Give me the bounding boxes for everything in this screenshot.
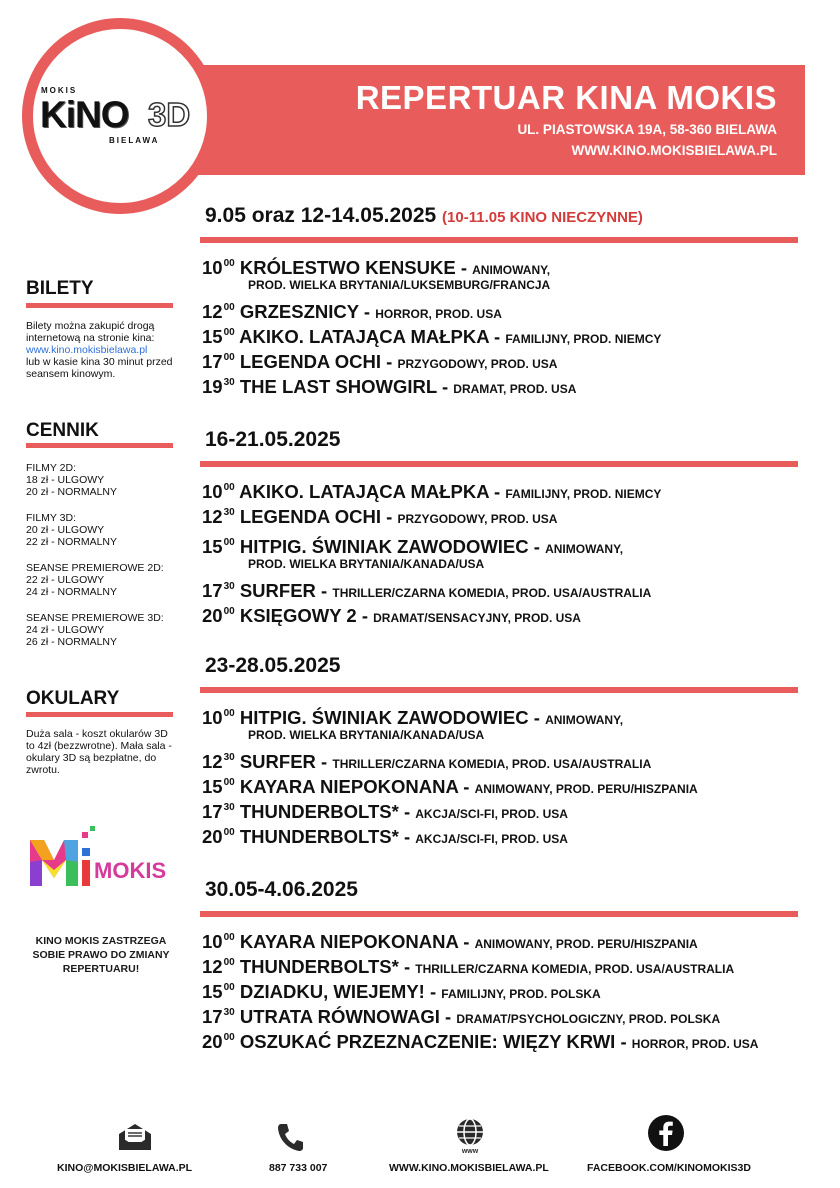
screening-row [202,1031,758,1053]
envelope-icon [117,1124,153,1150]
cennik-heading: CENNIK [26,420,99,441]
screening-genre: THRILLER/CZARNA KOMEDIA, PROD. USA/AUSTRALIA [332,757,652,771]
screening-title: KRÓLESTWO KENSUKE - [239,257,467,278]
screening-minute: 30 [223,752,235,763]
header-address: UL. PIASTOWSKA 19A, 58-360 BIELAWA [517,122,777,137]
period-heading: 9.05 oraz 12-14.05.2025 (10-11.05 KINO NIECZYNNE) [205,204,643,227]
screening-title: LEGENDA OCHI - [239,506,393,527]
screening-row [202,257,550,279]
screening-hour: 12 [202,956,223,977]
price-block-3d: FILMY 3D: 20 zł - ULGOWY 22 zł - NORMALNY [26,512,118,548]
screening-title: AKIKO. LATAJĄCA MAŁPKA - [239,326,501,347]
okulary-rule [26,712,173,717]
logo-kino-text: KiNO [40,94,129,135]
screening-hour: 20 [202,826,223,847]
bilety-text: Bilety można zakupić drogą internetową na stronie kina: www.kino.mokisbielawa.pl lub w kasie kina 30 minut przed seansem kinowym. [26,320,173,380]
logo-3d-text: 3D [148,96,191,133]
screening-genre: FAMILIJNY, PROD. POLSKA [441,987,601,1001]
screening-hour: 10 [202,931,223,952]
facebook-icon [647,1114,685,1152]
screening-row [202,351,557,373]
screening-row [202,776,698,798]
period-rule [200,911,798,917]
header-banner [140,65,805,175]
screening-hour: 19 [202,376,223,397]
header-website[interactable]: WWW.KINO.MOKISBIELAWA.PL [571,143,777,158]
price-block-premiere-3d: SEANSE PREMIEROWE 3D: 24 zł - ULGOWY 26 zł - NORMALNY [26,612,164,648]
screening-minute: 00 [223,258,235,269]
screening-hour: 15 [202,981,223,1002]
bilety-rule [26,303,173,308]
screening-hour: 15 [202,536,223,557]
screening-hour: 10 [202,481,223,502]
screening-minute: 00 [223,482,235,493]
footer-website[interactable]: WWW.KINO.MOKISBIELAWA.PL [389,1162,549,1174]
okulary-heading: OKULARY [26,688,120,709]
screening-title: DZIADKU, WIEJEMY! - [239,981,437,1002]
period-rule [200,687,798,693]
screening-genre: PRZYGODOWY, PROD. USA [397,512,558,526]
okulary-text: Duża sala - koszt okularów 3D to 4zł (bezzwrotne). Mała sala - okulary 3D są bezpłatne, do zwrotu. [26,728,172,776]
screening-minute: 00 [223,932,235,943]
screening-title: KAYARA NIEPOKONANA - [239,931,470,952]
footer-phone[interactable]: 887 733 007 [269,1162,328,1174]
screening-hour: 17 [202,580,223,601]
screening-genre: AKCJA/SCI-FI, PROD. USA [415,832,568,846]
screening-title: HITPIG. ŚWINIAK ZAWODOWIEC - [239,536,540,557]
screening-hour: 12 [202,751,223,772]
screening-production: PROD. WIELKA BRYTANIA/LUKSEMBURG/FRANCJA [248,278,551,292]
screening-hour: 20 [202,1031,223,1052]
mokis-logo-text: MOKIS [94,858,167,883]
screening-production: PROD. WIELKA BRYTANIA/KANADA/USA [248,728,485,742]
screening-row [202,376,576,398]
cennik-rule [26,443,173,448]
screening-minute: 30 [223,507,235,518]
screening-row [202,826,568,848]
screening-row [202,1006,720,1028]
screening-minute: 00 [223,302,235,313]
screening-minute: 00 [223,352,235,363]
screening-row [202,481,661,503]
repertoire-notice: KINO MOKIS ZASTRZEGA SOBIE PRAWO DO ZMIANY REPERTUARU! [32,935,170,975]
screening-hour: 10 [202,707,223,728]
bilety-link[interactable]: www.kino.mokisbielawa.pl [26,344,148,356]
screening-title: OSZUKAĆ PRZEZNACZENIE: WIĘZY KRWI - [239,1031,627,1052]
period-rule [200,237,798,243]
screening-row [202,707,623,729]
screening-hour: 17 [202,801,223,822]
screening-minute: 00 [223,777,235,788]
screening-minute: 30 [223,377,235,388]
screening-genre: ANIMOWANY, PROD. PERU/HISZPANIA [474,937,698,951]
screening-genre: THRILLER/CZARNA KOMEDIA, PROD. USA/AUSTRALIA [332,586,652,600]
screening-minute: 00 [223,327,235,338]
screening-title: KSIĘGOWY 2 - [239,605,368,626]
screening-genre: AKCJA/SCI-FI, PROD. USA [415,807,568,821]
screening-genre: DRAMAT/SENSACYJNY, PROD. USA [373,611,581,625]
footer-email[interactable]: KINO@MOKISBIELAWA.PL [57,1162,193,1174]
screening-title: THE LAST SHOWGIRL - [239,376,449,397]
closed-notice: (10-11.05 KINO NIECZYNNE) [442,209,643,226]
screening-genre: ANIMOWANY, PROD. PERU/HISZPANIA [474,782,698,796]
screening-hour: 15 [202,326,223,347]
screening-minute: 30 [223,1007,235,1018]
screening-minute: 00 [223,537,235,548]
globe-icon [454,1118,486,1154]
screening-title: SURFER - [239,580,328,601]
screening-genre: FAMILIJNY, PROD. NIEMCY [505,332,662,346]
screening-hour: 15 [202,776,223,797]
screening-minute: 00 [223,982,235,993]
screening-title: KAYARA NIEPOKONANA - [239,776,470,797]
screening-minute: 00 [223,606,235,617]
mokis-logo [26,826,178,892]
screening-row [202,801,568,823]
screening-title: THUNDERBOLTS* - [239,826,411,847]
screening-genre: ANIMOWANY, [472,263,551,277]
screening-title: THUNDERBOLTS* - [239,801,411,822]
screening-minute: 00 [223,1032,235,1043]
price-block-2d: FILMY 2D: 18 zł - ULGOWY 20 zł - NORMALNY [26,462,118,498]
screening-row [202,580,651,602]
period-heading: 30.05-4.06.2025 [205,878,358,901]
screening-minute: 00 [223,827,235,838]
screening-row [202,981,601,1003]
screening-title: THUNDERBOLTS* - [239,956,411,977]
screening-row [202,751,651,773]
screening-row [202,301,502,323]
screening-title: HITPIG. ŚWINIAK ZAWODOWIEC - [239,707,540,728]
screening-genre: ANIMOWANY, [545,542,624,556]
screening-minute: 30 [223,581,235,592]
screening-hour: 12 [202,506,223,527]
screening-hour: 20 [202,605,223,626]
screening-hour: 12 [202,301,223,322]
screening-genre: DRAMAT, PROD. USA [453,382,577,396]
screening-title: LEGENDA OCHI - [239,351,393,372]
screening-production: PROD. WIELKA BRYTANIA/KANADA/USA [248,557,485,571]
screening-row [202,506,557,528]
screening-minute: 00 [223,957,235,968]
globe-www-label: www [461,1148,479,1154]
screening-row [202,931,698,953]
screening-row [202,326,661,348]
screening-row [202,536,623,558]
screening-genre: HORROR, PROD. USA [631,1037,759,1051]
screening-minute: 00 [223,708,235,719]
screening-title: SURFER - [239,751,328,772]
screening-row [202,605,581,627]
period-rule [200,461,798,467]
screening-genre: DRAMAT/PSYCHOLOGICZNY, PROD. POLSKA [456,1012,721,1026]
bilety-heading: BILETY [26,278,94,299]
footer-facebook[interactable]: FACEBOOK.COM/KINOMOKIS3D [587,1162,751,1174]
screening-minute: 30 [223,802,235,813]
price-block-premiere-2d: SEANSE PREMIEROWE 2D: 22 zł - ULGOWY 24 zł - NORMALNY [26,562,164,598]
logo-bielawa-text: BIELAWA [109,136,160,145]
screening-title: UTRATA RÓWNOWAGI - [239,1006,452,1027]
screening-genre: HORROR, PROD. USA [375,307,502,321]
screening-genre: ANIMOWANY, [545,713,624,727]
screening-genre: PRZYGODOWY, PROD. USA [397,357,558,371]
period-heading: 23-28.05.2025 [205,654,341,677]
screening-hour: 17 [202,1006,223,1027]
period-heading: 16-21.05.2025 [205,428,341,451]
page-title: REPERTUAR KINA MOKIS [355,79,777,116]
screening-hour: 17 [202,351,223,372]
screening-hour: 10 [202,257,223,278]
phone-icon [276,1122,304,1152]
screening-row [202,956,734,978]
screening-title: AKIKO. LATAJĄCA MAŁPKA - [239,481,501,502]
screening-genre: FAMILIJNY, PROD. NIEMCY [505,487,662,501]
logo-mokis-text: MOKIS [41,86,78,95]
cennik-list [26,462,176,662]
screening-title: GRZESZNICY - [239,301,371,322]
screening-genre: THRILLER/CZARNA KOMEDIA, PROD. USA/AUSTRALIA [415,962,735,976]
